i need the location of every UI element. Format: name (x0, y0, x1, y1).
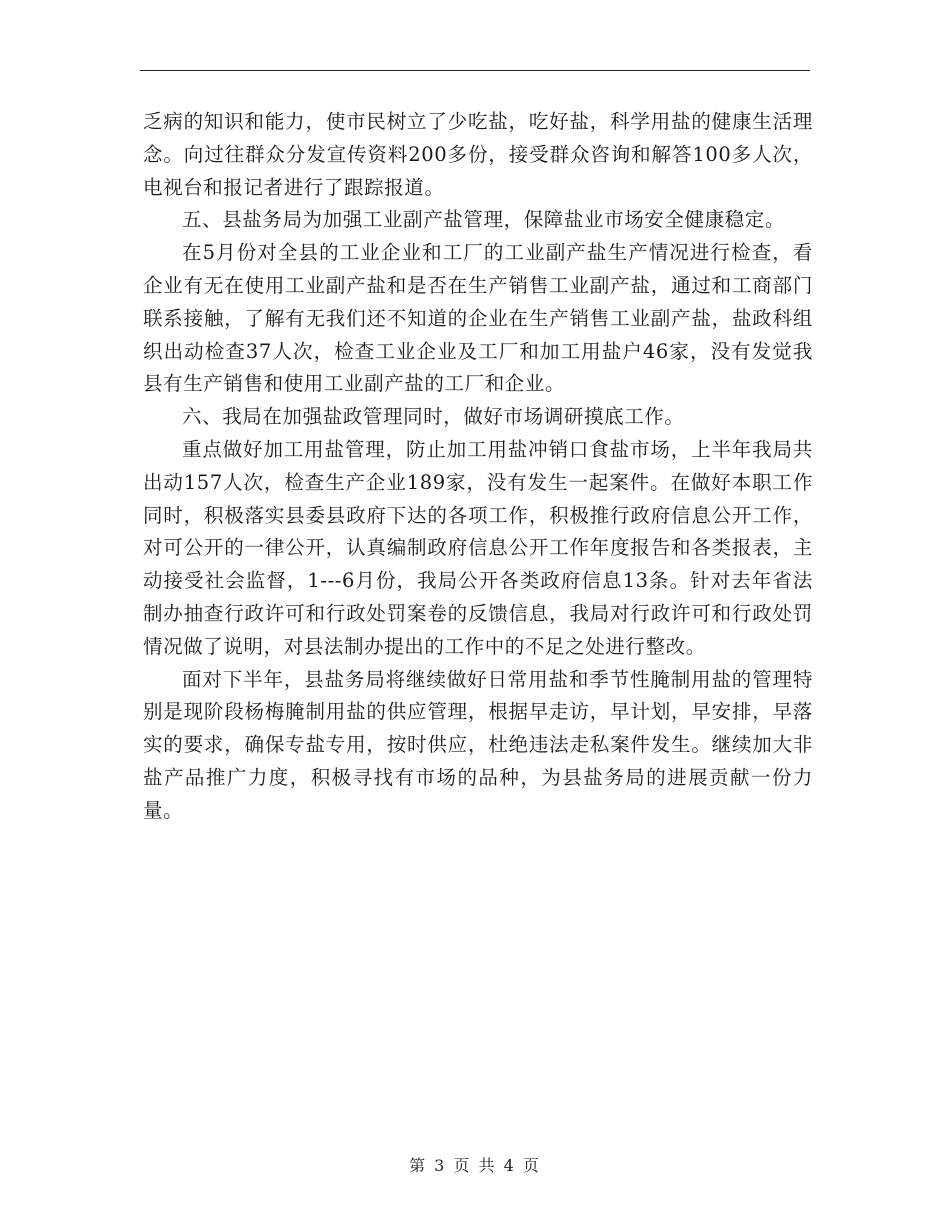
paragraph-industrial-salt-inspection: 在5月份对全县的工业企业和工厂的工业副产盐生产情况进行检查，看企业有无在使用工业副产盐和是否在生产销售工业副产盐，通过和工商部门联系接触，了解有无我们还不知道的企业在生产销售工业副产盐，盐政科组织出动检查37人次，检查工业企业及工厂和加工用盐户46家，没有发觉我县有生产销售和使用工业副产盐的工厂和企业。 (143, 241, 813, 396)
header-rule (140, 70, 810, 71)
paragraph-continuation: 乏病的知识和能力，使市民树立了少吃盐，吃好盐，科学用盐的健康生活理念。向过往群众分发宣传资料200多份，接受群众咨询和解答100多人次，电视台和报记者进行了跟踪报道。 (143, 110, 813, 199)
paragraph-processing-salt-management: 重点做好加工用盐管理，防止加工用盐冲销口食盐市场，上半年我局共出动157人次，检查生产企业189家，没有发生一起案件。在做好本职工作同时，积极落实县委县政府下达的各项工作，积极推行政府信息公开工作，对可公开的一律公开，认真编制政府信息公开工作年度报告和各类报表，主动接受社会监督，1---6月份，我局公开各类政府信息13条。针对去年省法制办抽查行政许可和行政处罚案卷的反馈信息，我局对行政许可和行政处罚情况做了说明，对县法制办提出的工作中的不足之处进行整改。 (143, 437, 813, 658)
document-body (143, 106, 813, 828)
paragraph-second-half-plan: 面对下半年，县盐务局将继续做好日常用盐和季节性腌制用盐的管理特别是现阶段杨梅腌制用盐的供应管理，根据早走访，早计划，早安排，早落实的要求，确保专盐专用，按时供应，杜绝违法走私案件发生。继续加大非盐产品推广力度，积极寻找有市场的品种，为县盐务局的进展贡献一份力量。 (143, 667, 813, 822)
page-number-footer: 第 3 页 共 4 页 (409, 1156, 541, 1175)
section-heading-5: 五、县盐务局为加强工业副产盐管理，保障盐业市场安全健康稳定。 (182, 208, 786, 232)
section-heading-6: 六、我局在加强盐政管理同时，做好市场调研摸底工作。 (182, 405, 685, 429)
